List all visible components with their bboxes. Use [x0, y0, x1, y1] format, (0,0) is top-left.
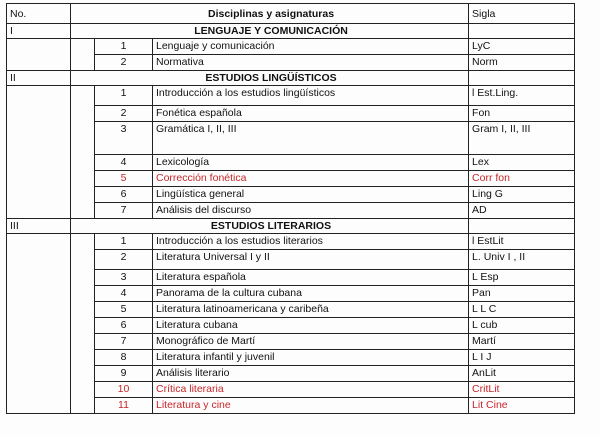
- row-subject-name: Literatura latinoamericana y caribeña: [153, 302, 469, 318]
- section-header-row: [7, 219, 575, 234]
- row-subject-name: Lingüística general: [153, 187, 469, 203]
- row-subject-name: Gramática I, II, III: [153, 122, 469, 155]
- section-spacer-cell: [71, 86, 95, 219]
- table-body: [7, 4, 575, 414]
- row-sigla: L. Univ I , II: [469, 250, 575, 270]
- row-number: 7: [95, 334, 153, 350]
- row-subject-name: Literatura cubana: [153, 318, 469, 334]
- row-number: 1: [95, 86, 153, 106]
- row-subject-name: Monográfico de Martí: [153, 334, 469, 350]
- row-number: 4: [95, 155, 153, 171]
- header-no: No.: [7, 4, 71, 24]
- row-number: 6: [95, 187, 153, 203]
- row-sigla: Pan: [469, 286, 575, 302]
- row-sigla: l Est.Ling.: [469, 86, 575, 106]
- row-sigla: AnLit: [469, 366, 575, 382]
- row-sigla: Gram I, II, III: [469, 122, 575, 155]
- row-number: 5: [95, 302, 153, 318]
- row-sigla: Lex: [469, 155, 575, 171]
- row-sigla: Corr fon: [469, 171, 575, 187]
- row-number: 6: [95, 318, 153, 334]
- row-subject-name: Introducción a los estudios literarios: [153, 234, 469, 250]
- section-sigla-empty: [469, 24, 575, 39]
- row-sigla: L cub: [469, 318, 575, 334]
- row-sigla: LyC: [469, 39, 575, 55]
- row-subject-name: Fonética española: [153, 106, 469, 122]
- section-spacer-cell: [71, 39, 95, 71]
- section-header-row: [7, 71, 575, 86]
- row-sigla: CritLit: [469, 382, 575, 398]
- row-number: 9: [95, 366, 153, 382]
- row-number: 2: [95, 250, 153, 270]
- table-header-row: [7, 4, 575, 24]
- row-sigla: Ling G: [469, 187, 575, 203]
- row-sigla: l EstLit: [469, 234, 575, 250]
- row-subject-name: Literatura Universal I y II: [153, 250, 469, 270]
- row-sigla: L I J: [469, 350, 575, 366]
- table-row: [7, 39, 575, 55]
- row-sigla: Lit Cine: [469, 398, 575, 414]
- row-number: 3: [95, 270, 153, 286]
- row-subject-name: Normativa: [153, 55, 469, 71]
- row-subject-name: Corrección fonética: [153, 171, 469, 187]
- row-subject-name: Crítica literaria: [153, 382, 469, 398]
- row-subject-name: Literatura y cine: [153, 398, 469, 414]
- table-row: [7, 234, 575, 250]
- disciplines-table: [6, 3, 575, 414]
- row-number: 1: [95, 39, 153, 55]
- row-sigla: AD: [469, 203, 575, 219]
- section-spacer-cell: [71, 234, 95, 414]
- section-spacer-cell: [7, 234, 71, 414]
- section-spacer-cell: [7, 39, 71, 71]
- section-title: ESTUDIOS LITERARIOS: [71, 219, 469, 234]
- row-number: 7: [95, 203, 153, 219]
- section-sigla-empty: [469, 71, 575, 86]
- row-subject-name: Introducción a los estudios lingüísticos: [153, 86, 469, 106]
- row-number: 11: [95, 398, 153, 414]
- row-number: 5: [95, 171, 153, 187]
- row-sigla: Martí: [469, 334, 575, 350]
- section-roman: III: [7, 219, 71, 234]
- row-subject-name: Lenguaje y comunicación: [153, 39, 469, 55]
- row-number: 8: [95, 350, 153, 366]
- row-sigla: Norm: [469, 55, 575, 71]
- header-sigla: Sigla: [469, 4, 575, 24]
- row-subject-name: Literatura infantil y juvenil: [153, 350, 469, 366]
- row-number: 1: [95, 234, 153, 250]
- section-title: ESTUDIOS LINGÜÍSTICOS: [71, 71, 469, 86]
- row-number: 3: [95, 122, 153, 155]
- row-subject-name: Panorama de la cultura cubana: [153, 286, 469, 302]
- row-subject-name: Literatura española: [153, 270, 469, 286]
- row-number: 4: [95, 286, 153, 302]
- section-title: LENGUAJE Y COMUNICACIÓN: [71, 24, 469, 39]
- row-number: 2: [95, 55, 153, 71]
- row-sigla: L Esp: [469, 270, 575, 286]
- section-sigla-empty: [469, 219, 575, 234]
- row-subject-name: Análisis literario: [153, 366, 469, 382]
- row-subject-name: Análisis del discurso: [153, 203, 469, 219]
- table-row: [7, 86, 575, 106]
- section-roman: I: [7, 24, 71, 39]
- section-spacer-cell: [7, 86, 71, 219]
- section-roman: II: [7, 71, 71, 86]
- row-number: 10: [95, 382, 153, 398]
- row-number: 2: [95, 106, 153, 122]
- header-title: Disciplinas y asignaturas: [71, 4, 469, 24]
- row-subject-name: Lexicología: [153, 155, 469, 171]
- row-sigla: Fon: [469, 106, 575, 122]
- row-sigla: L L C: [469, 302, 575, 318]
- section-header-row: [7, 24, 575, 39]
